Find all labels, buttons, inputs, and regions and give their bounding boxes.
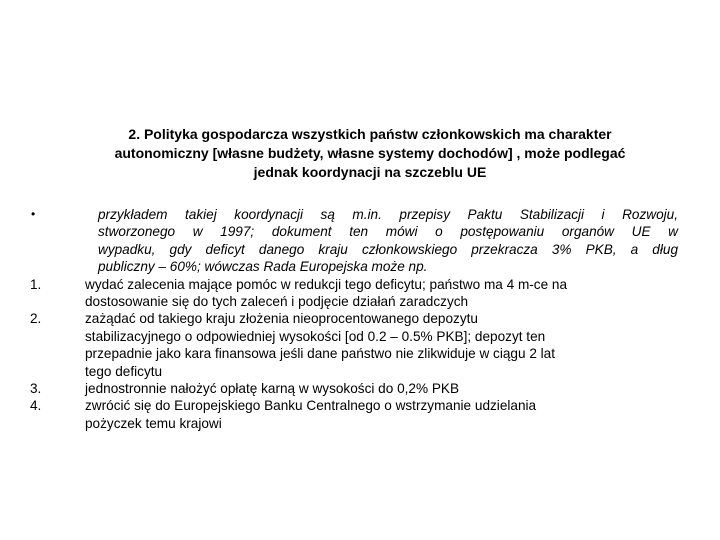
heading-line: jednak koordynacji na szczeblu UE [253, 164, 487, 180]
item-number: 1. [30, 276, 42, 292]
item-text [85, 397, 678, 432]
text-line: stworzonego w 1997; dokument ten mówi o postępowaniu organów UE w [98, 224, 678, 240]
item-text [85, 310, 678, 380]
text-line: pożyczek temu krajowi [85, 415, 222, 431]
slide-body [30, 206, 678, 432]
item-text [85, 276, 678, 311]
text-line: wypadku, gdy deficyt danego kraju członkowskiego przekracza 3% PKB, a dług [98, 241, 678, 257]
item-text [85, 380, 678, 397]
text-line: przepadnie jako kara finansowa jeśli dane państwo nie zlikwiduje w ciągu 2 lat [85, 346, 556, 362]
text-line: dostosowanie się do tych zaleceń i podjęcie działań zaradczych [85, 294, 469, 310]
bullet-item [30, 206, 678, 276]
text-line: wydać zalecenia mające pomóc w redukcji tego deficytu; państwo ma 4 m-ce na [85, 276, 568, 292]
item-number: 2. [30, 311, 42, 327]
numbered-item-1 [30, 276, 678, 311]
text-line: stabilizacyjnego o odpowiedniej wysokości [od 0.2 – 0.5% PKB]; depozyt ten [85, 328, 546, 344]
text-line: tego deficytu [85, 363, 163, 379]
text-line: przykładem takiej koordynacji są m.in. przepisy Paktu Stabilizacji i Rozwoju, [98, 207, 678, 222]
heading-line: autonomiczny [własne budżety, własne systemy dochodów] , może podlegać [114, 145, 626, 161]
text-line: publiczny – 60%; wówczas Rada Europejska może np. [98, 259, 428, 275]
text-line: zwrócić się do Europejskiego Banku Centralnego o wstrzymanie udzielania [85, 398, 537, 414]
text-line: jednostronnie nałożyć opłatę karną w wysokości do 0,2% PKB [85, 381, 460, 397]
slide-heading [80, 125, 660, 182]
numbered-item-3 [30, 380, 678, 397]
item-number: 3. [30, 381, 42, 397]
numbered-item-4 [30, 397, 678, 432]
heading-line: 2. Polityka gospodarcza wszystkich państw członkowskich ma charakter [128, 126, 612, 142]
text-line: zażądać od takiego kraju złożenia nieoprocentowanego depozytu [85, 311, 478, 327]
bullet-text [85, 206, 678, 276]
item-number: 4. [30, 398, 42, 414]
bullet-marker: • [31, 207, 36, 221]
numbered-item-2 [30, 310, 678, 380]
